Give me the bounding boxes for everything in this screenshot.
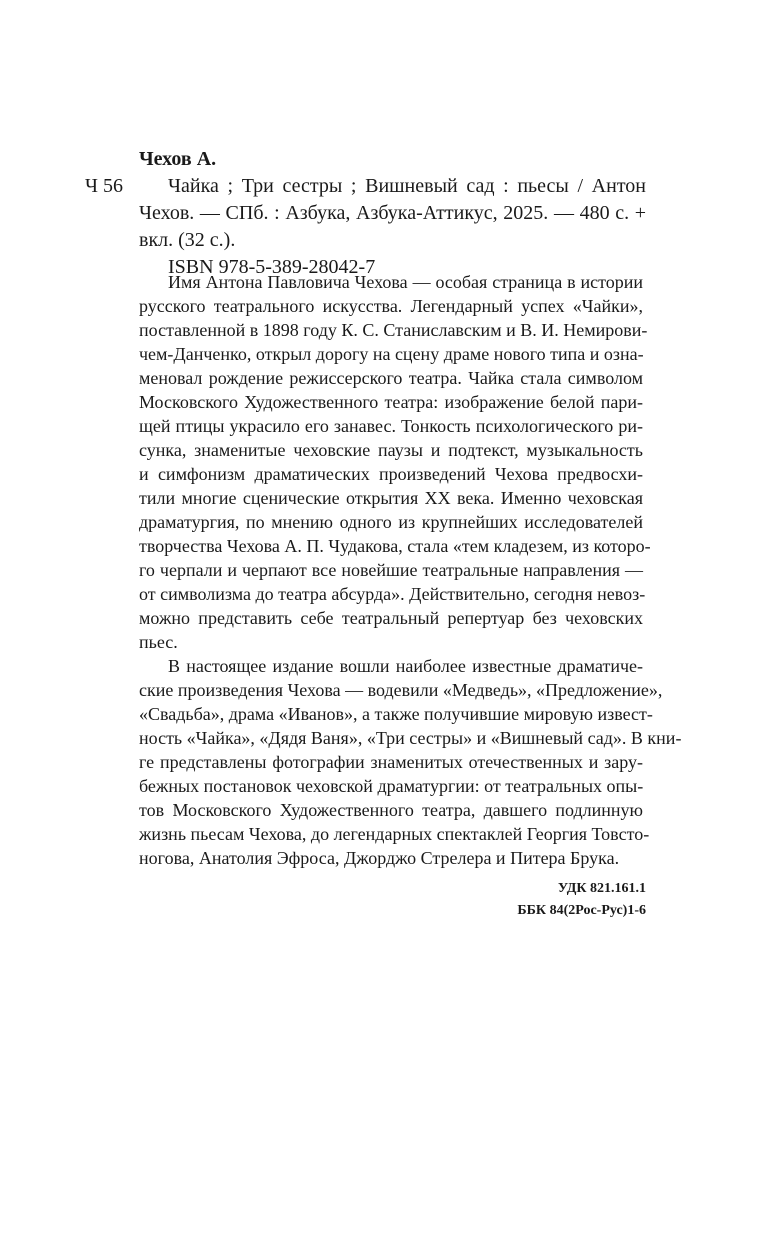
annotation-line: меновал рождение режиссерского театра. Чайка стала символом — [139, 368, 643, 388]
annotation-line: тили многие сценические открытия XX века. Именно чеховская — [139, 488, 643, 508]
annotation-line: тов Московского Художественного театра, давшего подлинную — [139, 800, 643, 820]
annotation-line: «Свадьба», драма «Иванов», а также получившие мировую извест- — [139, 704, 653, 724]
annotation-line: и симфонизм драматических произведений Чехова предвосхи- — [139, 464, 643, 484]
annotation-line: сунка, знаменитые чеховские паузы и подтекст, музыкальность — [139, 440, 643, 460]
annotation-line: поставленной в 1898 году К. С. Станиславским и В. И. Немирови- — [139, 320, 648, 340]
isbn: ISBN 978-5-389-28042-7 — [168, 256, 376, 278]
bbk-code: ББК 84(2Рос-Рус)1-6 — [517, 903, 646, 918]
annotation-line: можно представить себе театральный репертуар без чеховских — [139, 608, 643, 628]
annotation-line: пьес. — [139, 632, 178, 652]
title-line: Чехов. — СПб. : Азбука, Азбука-Аттикус, 2025. — 480 с. + — [139, 202, 646, 224]
annotation-line: Московского Художественного театра: изображение белой пари- — [139, 392, 643, 412]
udk-code: УДК 821.161.1 — [557, 881, 646, 896]
annotation-line: ногова, Анатолия Эфроса, Джорджо Стрелера и Питера Брука. — [139, 848, 620, 868]
annotation-line: ге представлены фотографии знаменитых отечественных и зару- — [139, 752, 643, 772]
annotation-line: чем-Данченко, открыл дорогу на сцену драме нового типа и озна- — [139, 344, 644, 364]
author-heading: Чехов А. — [139, 148, 217, 170]
annotation-line: драматургия, по мнению одного из крупнейших исследователей — [139, 512, 643, 532]
annotation-line: жизнь пьесам Чехова, до легендарных спектаклей Георгия Товсто- — [139, 824, 650, 844]
annotation-line: творчества Чехова А. П. Чудакова, стала «тем кладезем, из которо- — [139, 536, 651, 556]
annotation-line: русского театрального искусства. Легендарный успех «Чайки», — [139, 296, 643, 316]
annotation-line: от символизма до театра абсурда». Действительно, сегодня невоз- — [139, 584, 646, 604]
title-line: вкл. (32 с.). — [139, 229, 236, 251]
annotation-line: го черпали и черпают все новейшие театральные направления — — [139, 560, 643, 580]
annotation-line: щей птицы украсило его занавес. Тонкость психологического ри- — [139, 416, 643, 436]
annotation-line: ность «Чайка», «Дядя Ваня», «Три сестры» и «Вишневый сад». В кни- — [139, 728, 682, 748]
annotation-line: бежных постановок чеховской драматургии: от театральных опы- — [139, 776, 644, 796]
annotation-line: Имя Антона Павловича Чехова — особая страница в истории — [168, 272, 643, 292]
author-code: Ч 56 — [85, 175, 123, 197]
title-line: Чайка ; Три сестры ; Вишневый сад : пьесы / Антон — [168, 175, 646, 197]
annotation-line: ские произведения Чехова — водевили «Медведь», «Предложение», — [139, 680, 663, 700]
annotation-line: В настоящее издание вошли наиболее известные драматиче- — [168, 656, 643, 676]
